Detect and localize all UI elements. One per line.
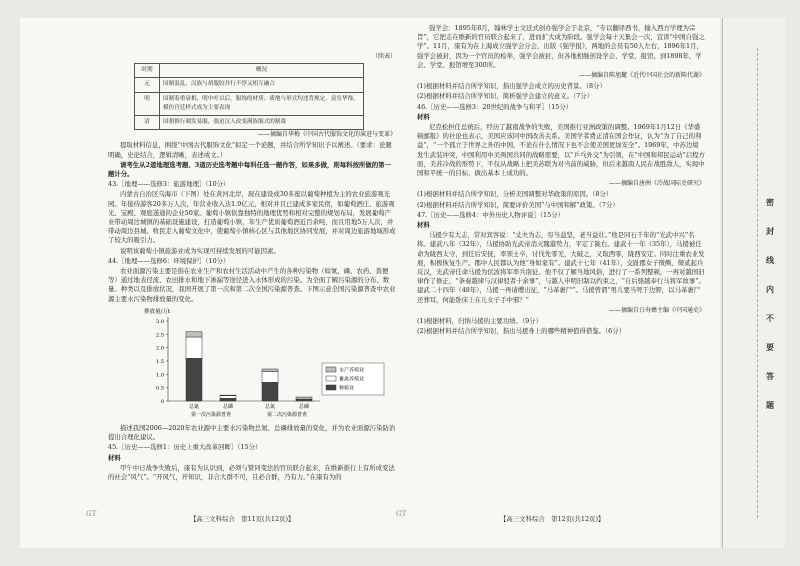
- chart-legend-label: 种植业: [339, 385, 355, 392]
- q46-title: 46.［历史——选修3：20世纪的战争与和平］（15分）: [417, 102, 573, 111]
- pollution-bar-chart: [108, 305, 396, 421]
- q45-title: 45.［历史——选修1：历史上重大改革回眸］（15分）: [108, 443, 262, 452]
- q45-sub1: (1)根据材料并结合所学知识，指出强学会成立的历史背景。（8分）: [417, 82, 606, 91]
- seal-line-text: [765, 188, 775, 420]
- chart-y-tick-label: 3.0: [156, 318, 164, 325]
- q47-sub2: (2)根据材料并结合所学知识，指出马援身上的哪些精神值得借鉴。（6分）: [417, 327, 626, 336]
- chart-category-label: 总氮: [264, 403, 276, 410]
- chart-category-label: 总氮: [188, 403, 200, 410]
- table-cell-era: 明: [135, 92, 160, 115]
- q46-material-label: 材料: [417, 112, 430, 121]
- chart-bar-segment: [186, 358, 202, 401]
- chart-legend-label: 水产养殖业: [339, 367, 365, 374]
- chart-category-label: 总磷: [222, 403, 234, 410]
- q45-material: 甲午中日战争失败后，康有为认识到，必须与赞同变法的官员联合起来，在维新推行上有所成变法的社会“风气”。“开风气，开知识，非合大群不可，且必合群，乃有力。”在康有为的: [108, 463, 395, 482]
- chart-y-tick-label: 2.0: [156, 345, 164, 352]
- table-cell-text: 国制混乱，汉族与胡服胶并行不悖又相互融合: [160, 78, 364, 92]
- q46-material: 尼克松担任总统后，经历了越南战争的失败，美国推行亚洲政策的调整。1969年1月12日《华盛顿邮报》的社论也表示，美国应该同中国改善关系。美国学者费正清在国会作证，认为“为了自己的利益”，“一个孤立于世界之外的中国，不论在什么情况下也不会使美国更加安全”。1969年，中苏边境发生武装冲突，中国利用中美两国共同的战略需要，以“乒乓外交”为引领，在“中国和邦民运动”启程方面，美苏冷战的形势下，不仅从战略上把美苏联为对当前的威胁，但后来越南人民在战胜敌人，实现中国和平统一的目标，做出基本上成功的。: [417, 123, 705, 178]
- table-cell-text: 国制着重衰相，明中叶以后，服饰的材质、质地与形式均违背规定，富室华饰，模仿宫廷样式成为主要表现: [160, 92, 364, 115]
- chart-legend-swatch: [326, 385, 336, 390]
- q43-material: 内蒙古自治区乌海市（下图）处在黄河北岸，现在建设成30多座以葡萄种植为主的农业旅游观光园。年接待游客20多万人次，年营业收入达1.9亿元，相对并且已建成多家民宿，如葡萄酒庄、旅游观光、宝殿、观庭遂通的企业50家。葡萄小镇依靠独特的地理优势和相对完整的规划布局，发展葡萄产业带动周边城镇的基础设施建设，打造葡萄小镇，年生产优质葡萄酒近百余吨，而且用地5万人次，并带动周边县城、牧民走入葡萄文化中，使葡萄小镇核心区与其他地区协同发展，并对周边旅游地域形成了较大的吸引力。: [108, 190, 396, 245]
- chart-y-tick-label: 0: [160, 398, 164, 405]
- q47-material-label: 材料: [417, 221, 430, 230]
- chart-category-label: 总磷: [298, 403, 310, 410]
- chart-legend-swatch: [326, 376, 336, 381]
- table-row: [135, 116, 364, 130]
- right-column: [417, 18, 705, 338]
- table-source: ——摘编自华梅《中国古代服饰文化的演进与变革》: [257, 131, 396, 139]
- table-header-era: 时期: [135, 64, 160, 78]
- q43-title: 43.［地理——选修3：旅游地理］（10分）: [108, 180, 230, 189]
- q44-instruction: 描述我国2006—2020年农业源中主要水污染物总氮、总磷排放量的变化，并为农业面源污染防治提出合理化建议。: [108, 424, 396, 442]
- chart-y-tick-label: 1.5: [156, 358, 164, 365]
- q47-sub1: (1)根据材料，归纳马援的主要功绩。（9分）: [417, 317, 542, 326]
- page-footer-right: 【高三文科综合 第12页(共12页)】: [500, 515, 605, 523]
- q47-material: 马援少有大志，常对宾客说：“丈夫为志，穷当益坚，老当益壮。”他是同石千年的“光武中兴”名将。建武八年（32年），马援协助光武帝消灭隗嚣势力，平定了陇右。建武十一年（35年），马援被任命为陇西太守，到任后安抚，率领士卒，讨伐先零羌，大破之，又取西零，陇西安定。同时注重农业发展，积极恢复生产。郡中人民都认为他“身如家有”。建武十七年（41年），交趾郡女子徵侧、徵贰起兵反汉，光武帝任命马援为伏波将军率兵南征。他不仅了解当地风俗，进行了一系列整顿，一再对越国旧律作了修正，“条奏越律与汉律驳者十余事”，与越人申明旧制以约束之，“自后骆越奉行马将军故事”。建武二十四年（48年），马援一再请缨出征，“马革裹尸”。马援曾谓“男儿要当死于边野，以马革裹尸还葬耳，何能卧床上在儿女子手中邪？”: [417, 231, 705, 304]
- source-2: ——摘编自唐洲《冷战国际史研究》: [608, 180, 705, 188]
- chart-bar-segment: [220, 398, 236, 401]
- chart-bar-segment: [262, 369, 278, 372]
- page-footer-left: 【高三文科综合 第11页(共12页)】: [190, 515, 295, 523]
- left-column: [108, 18, 396, 483]
- chart-legend-swatch: [326, 367, 336, 372]
- q44-title: 44.［地理——选修6：环境保护］（10分）: [108, 256, 230, 265]
- seal-line-char: 答: [766, 371, 774, 381]
- q46-sub1: (1)根据材料并结合所学知识，分析美国调整对华政策的原因。（8分）: [417, 190, 613, 199]
- seal-line-char: 内: [766, 284, 774, 294]
- seal-line-char: 密: [766, 197, 774, 207]
- q45-sub2: (2)根据材料并结合所学知识，简析强学会建立的意义。（7分）: [417, 92, 594, 101]
- publisher-logo: GT: [396, 510, 407, 518]
- chart-bar-segment: [220, 396, 236, 399]
- q44-material: 农业面源污染主要是指在农业生产和农村生活活动中产生的各种污染物（如氮、磷、农药、粪便等）通过地表径流、农田排水和地下渗漏等途径进入水体形成的污染。为全面了解污染源的分布、数量、种类以及排放状况，我国开展了第一次和第二次全国污染源普查。下图示意全国污染源普查中农业源主要水污染物排放量的变化。: [108, 267, 396, 303]
- seal-line-char: 不: [766, 313, 774, 323]
- chart-legend-label: 畜禽养殖业: [339, 376, 365, 383]
- costume-table: [134, 63, 364, 130]
- q45-material-cont: 强学会：1895年8月，翰林学士文廷式创办强学会于北京，“专以翻译西书，输入西方学理为宗旨”，它把志在维新的官员联合起来了，进而扩大成为阶段。强学会每十天集会一次，宣讲“中国自强之学”。11月，康有为在上海成立强学会分会，出版《强学报》，两地的会员有50人左右，1896年1月，强学会被封，因为一个官员的检举，强学会被封，但各地相继创设学会、学堂、报馆，到1898年，学会、学堂、报馆增至300所。: [417, 24, 705, 69]
- seal-dashed-line: [757, 48, 758, 518]
- answer-sheet: [20, 18, 720, 548]
- source-1: ——摘编自陈旭麓《近代中国社会的新陈代谢》: [578, 72, 705, 80]
- seal-line-char: 要: [766, 342, 774, 352]
- chart-y-tick-label: 2.5: [156, 332, 164, 339]
- chart-y-tick-label: 1.0: [156, 372, 164, 379]
- source-3: ——摘编自白寿彝主编《中国通史》: [608, 306, 705, 314]
- table-row: [135, 92, 364, 115]
- q45-material-label: 材料: [108, 453, 121, 462]
- table-continued-label: （续表）: [371, 53, 396, 60]
- chart-bar-segment: [262, 382, 278, 401]
- chart-bar-segment: [296, 399, 312, 401]
- q46-sub2: (2)根据材料并结合所学知识，简要评价美国“与中国和解”政策。（7分）: [417, 200, 619, 209]
- chart-ylabel: 排放量/万t: [144, 308, 171, 315]
- seal-line-char: 题: [766, 400, 774, 410]
- table-cell-era: 元: [135, 78, 160, 92]
- q43-instruction: 说明该葡萄小镇旅游业成为实现可持续发展的可能因素。: [120, 246, 280, 255]
- elective-instruction: 请考生从2道地理选考题、3道历史选考题中每科任选一题作答，如果多做，则每科按所做的第一题计分。: [108, 160, 391, 179]
- q42-instruction: 提取材料信息，围绕“中国古代服饰文化”拟定一个论题，并结合所学知识予以阐述。（要求：论题明确，史论结合，逻辑清晰，表述成文。）: [108, 141, 392, 159]
- chart-y-tick-label: 0.5: [156, 385, 164, 392]
- chart-bar-segment: [262, 372, 278, 383]
- table-header-summary: 概况: [160, 64, 364, 78]
- seal-line-margin: [722, 18, 785, 548]
- chart-bar-segment: [186, 337, 202, 358]
- seal-line-char: 线: [766, 255, 774, 265]
- chart-group-label: 第一次污染源普查: [190, 411, 232, 418]
- q47-title: 47.［历史——选修4：中外历史人物评说］（15分）: [417, 210, 564, 219]
- publisher-logo: GT: [86, 510, 97, 518]
- chart-bar-segment: [186, 332, 202, 337]
- seal-line-char: 封: [766, 226, 774, 236]
- table-cell-era: 清: [135, 116, 160, 130]
- chart-group-label: 第二次污染源普查: [266, 411, 308, 418]
- table-row: [135, 78, 364, 92]
- chart-bar-segment: [220, 395, 236, 396]
- table-cell-text: 国朝推行剃发易服，强迫汉人改变满族服式的制裁: [160, 116, 364, 130]
